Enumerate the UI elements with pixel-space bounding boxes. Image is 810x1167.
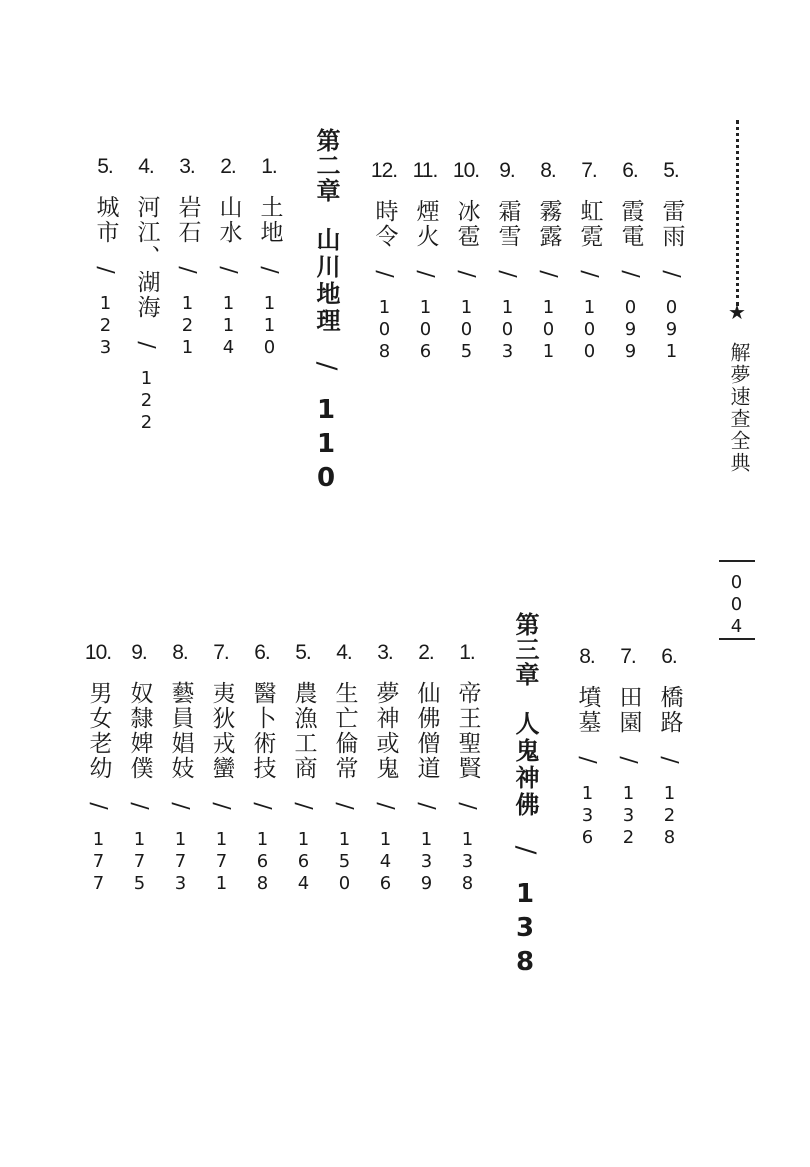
chapter-heading[interactable] xyxy=(505,612,545,981)
entry-page: 101 xyxy=(538,297,559,363)
entry-page: 136 xyxy=(577,783,598,849)
entry-number: 9. xyxy=(499,159,515,182)
chapter-title: 山川地理 xyxy=(312,227,340,335)
entry-separator: / xyxy=(133,341,159,349)
entry-number: 2. xyxy=(418,641,434,664)
entry-separator: / xyxy=(658,270,684,278)
entry-title: 土地 xyxy=(256,195,283,245)
entry-number: 3. xyxy=(377,641,393,664)
toc-entry[interactable] xyxy=(120,642,158,895)
toc-entry[interactable] xyxy=(650,646,688,849)
toc-entry[interactable] xyxy=(406,160,444,363)
entry-separator: / xyxy=(617,270,643,278)
entry-number: 8. xyxy=(579,645,595,668)
entry-number: 8. xyxy=(540,159,556,182)
entry-title: 岩石 xyxy=(174,195,201,245)
entry-separator: / xyxy=(167,802,193,810)
entry-page: 150 xyxy=(334,829,355,895)
entry-separator: / xyxy=(331,802,357,810)
entry-separator: / xyxy=(615,756,641,764)
chapter-title: 人鬼神佛 xyxy=(511,711,539,819)
entry-separator: / xyxy=(290,802,316,810)
entry-number: 9. xyxy=(131,641,147,664)
toc-entry[interactable] xyxy=(161,642,199,895)
entry-separator: / xyxy=(454,802,480,810)
entry-page: 091 xyxy=(661,297,682,363)
entry-title: 田園 xyxy=(615,685,642,735)
toc-entry[interactable] xyxy=(202,642,240,895)
entry-number: 4. xyxy=(138,155,154,178)
entry-separator: / xyxy=(92,266,118,274)
entry-title: 霜雪 xyxy=(494,199,521,249)
entry-title: 生亡倫常 xyxy=(331,681,358,781)
dotted-rule xyxy=(736,120,739,306)
entry-page: 139 xyxy=(416,829,437,895)
toc-entry[interactable] xyxy=(250,156,288,359)
entry-title: 虹霓 xyxy=(576,199,603,249)
toc-entry[interactable] xyxy=(611,160,649,363)
entry-page: 123 xyxy=(95,293,116,359)
entry-title: 夷狄戎蠻 xyxy=(208,681,235,781)
entry-number: 6. xyxy=(254,641,270,664)
chapter-label: 第三章 xyxy=(511,612,539,687)
entry-title: 城市 xyxy=(92,195,119,245)
entry-title: 河江、湖海 xyxy=(133,195,160,320)
entry-number: 7. xyxy=(213,641,229,664)
entry-page: 177 xyxy=(88,829,109,895)
chapter-separator: / xyxy=(509,845,540,855)
toc-entry[interactable] xyxy=(209,156,247,359)
entry-separator: / xyxy=(208,802,234,810)
entry-title: 雷雨 xyxy=(658,199,685,249)
entry-title: 橋路 xyxy=(656,685,683,735)
toc-entry[interactable] xyxy=(488,160,526,363)
entry-separator: / xyxy=(372,802,398,810)
entry-page: 110 xyxy=(259,293,280,359)
entry-page: 138 xyxy=(457,829,478,895)
entry-title: 藝員娼妓 xyxy=(167,681,194,781)
entry-number: 12. xyxy=(370,159,398,182)
chapter-heading[interactable] xyxy=(306,128,346,497)
book-title: 解夢速查全典 xyxy=(727,342,751,474)
entry-page: 105 xyxy=(456,297,477,363)
entry-number: 8. xyxy=(172,641,188,664)
entry-number: 6. xyxy=(661,645,677,668)
entry-separator: / xyxy=(85,802,111,810)
entry-separator: / xyxy=(371,270,397,278)
entry-number: 2. xyxy=(220,155,236,178)
entry-number: 5. xyxy=(295,641,311,664)
entry-page: 164 xyxy=(293,829,314,895)
entry-title: 男女老幼 xyxy=(85,681,112,781)
entry-page: 103 xyxy=(497,297,518,363)
entry-title: 仙佛僧道 xyxy=(413,681,440,781)
chapter-page: 110 xyxy=(311,395,341,497)
star-icon: ★ xyxy=(728,300,746,324)
entry-number: 5. xyxy=(663,159,679,182)
entry-separator: / xyxy=(535,270,561,278)
entry-page: 132 xyxy=(618,783,639,849)
toc-entry[interactable] xyxy=(570,160,608,363)
entry-separator: / xyxy=(174,266,200,274)
entry-separator: / xyxy=(453,270,479,278)
toc-entry[interactable] xyxy=(568,646,606,849)
toc-entry[interactable] xyxy=(407,642,445,895)
entry-separator: / xyxy=(249,802,275,810)
toc-entry[interactable] xyxy=(529,160,567,363)
entry-number: 1. xyxy=(459,641,475,664)
entry-page: 175 xyxy=(129,829,150,895)
entry-separator: / xyxy=(126,802,152,810)
toc-entry[interactable] xyxy=(652,160,690,363)
entry-separator: / xyxy=(574,756,600,764)
entry-page: 106 xyxy=(415,297,436,363)
entry-page: 114 xyxy=(218,293,239,359)
entry-number: 1. xyxy=(261,155,277,178)
toc-entry[interactable] xyxy=(127,156,165,434)
entry-number: 3. xyxy=(179,155,195,178)
toc-entry[interactable] xyxy=(366,642,404,895)
entry-separator: / xyxy=(656,756,682,764)
entry-page: 173 xyxy=(170,829,191,895)
entry-separator: / xyxy=(576,270,602,278)
chapter-page: 138 xyxy=(510,879,540,981)
entry-page: 122 xyxy=(136,368,157,434)
entry-title: 時令 xyxy=(371,199,398,249)
entry-title: 煙火 xyxy=(412,199,439,249)
entry-page: 171 xyxy=(211,829,232,895)
chapter-separator: / xyxy=(310,361,341,371)
entry-number: 6. xyxy=(622,159,638,182)
entry-number: 7. xyxy=(620,645,636,668)
toc-entry[interactable] xyxy=(325,642,363,895)
toc-entry[interactable] xyxy=(243,642,281,895)
toc-entry[interactable] xyxy=(86,156,124,359)
entry-page: 146 xyxy=(375,829,396,895)
entry-number: 10. xyxy=(84,641,112,664)
entry-title: 帝王聖賢 xyxy=(454,681,481,781)
page-number-rule-top xyxy=(719,560,755,562)
entry-title: 奴隸婢僕 xyxy=(126,681,153,781)
entry-separator: / xyxy=(413,802,439,810)
toc-entry[interactable] xyxy=(448,642,486,895)
entry-title: 墳墓 xyxy=(574,685,601,735)
entry-number: 4. xyxy=(336,641,352,664)
toc-entry[interactable] xyxy=(447,160,485,363)
page-number: 004 xyxy=(726,572,747,638)
entry-title: 夢神或鬼 xyxy=(372,681,399,781)
entry-title: 霧露 xyxy=(535,199,562,249)
entry-number: 11. xyxy=(412,159,438,182)
entry-title: 山水 xyxy=(215,195,242,245)
entry-title: 霞電 xyxy=(617,199,644,249)
chapter-label: 第二章 xyxy=(312,128,340,203)
toc-entry[interactable] xyxy=(79,642,117,895)
entry-separator: / xyxy=(494,270,520,278)
entry-page: 099 xyxy=(620,297,641,363)
entry-separator: / xyxy=(412,270,438,278)
entry-separator: / xyxy=(256,266,282,274)
entry-number: 7. xyxy=(581,159,597,182)
entry-title: 農漁工商 xyxy=(290,681,317,781)
toc-entry[interactable] xyxy=(365,160,403,363)
toc-entry[interactable] xyxy=(609,646,647,849)
entry-title: 醫卜術技 xyxy=(249,681,276,781)
entry-page: 168 xyxy=(252,829,273,895)
entry-page: 121 xyxy=(177,293,198,359)
toc-entry[interactable] xyxy=(168,156,206,359)
entry-page: 128 xyxy=(659,783,680,849)
entry-page: 100 xyxy=(579,297,600,363)
page-number-rule-bottom xyxy=(719,638,755,640)
toc-entry[interactable] xyxy=(284,642,322,895)
entry-number: 10. xyxy=(452,159,480,182)
entry-separator: / xyxy=(215,266,241,274)
entry-number: 5. xyxy=(97,155,113,178)
entry-title: 冰雹 xyxy=(453,199,480,249)
entry-page: 108 xyxy=(374,297,395,363)
